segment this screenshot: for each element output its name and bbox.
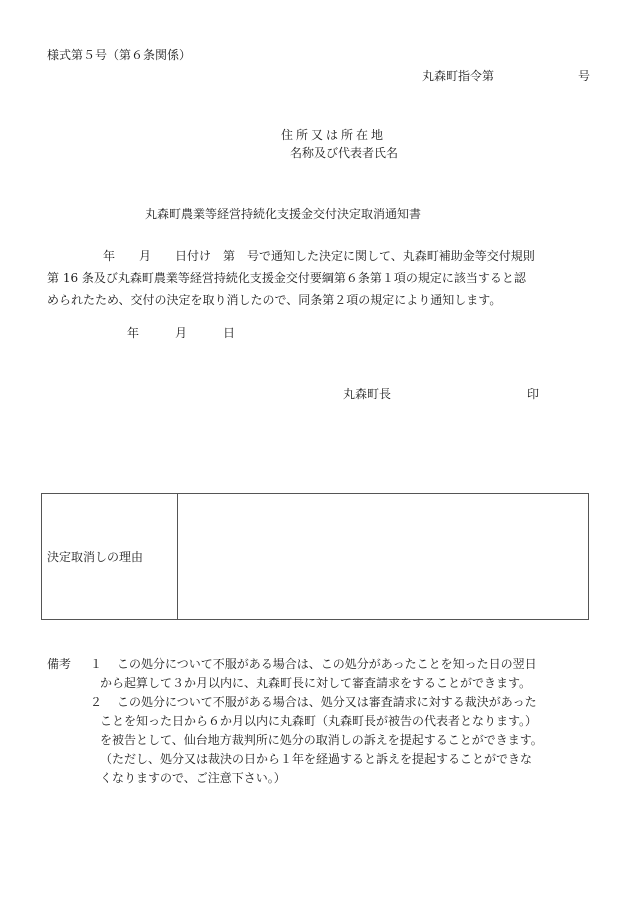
seal-mark: 印 [527,387,540,401]
mayor-title: 丸森町長 [343,387,392,401]
directive-number [422,70,590,82]
note-continuation: ことを知った日から６か月以内に丸森町（丸森町長が被告の代表者となります。） [100,714,538,728]
body-line: 第 16 条及び丸森町農業等経営持続化支援金交付要綱第６条第１項の規定に該当すると認 [47,271,526,285]
notice-body [47,245,587,311]
note-item-2 [90,693,537,712]
date-line: 年 月 日 [127,326,236,340]
form-label: 様式第５号（第６条関係） [47,48,192,62]
document-title: 丸森町農業等経営持続化支援金交付決定取消通知書 [145,207,422,221]
directive-prefix: 丸森町指令第 [422,69,495,83]
note-continuation: を被告として、仙台地方裁判所に処分の取消しの訴えを提起することができます。 [100,733,543,747]
reason-value-cell [178,494,589,620]
reason-table [41,493,589,620]
note-text: この処分について不服がある場合は、処分又は審査請求に対する裁決があった [117,695,537,709]
recipient-address-label: 住所又は所在地 [281,128,387,142]
note-number: １ [90,657,103,671]
note-continuation: （ただし、処分又は裁決の日から１年を経過すると訴えを提起することができな [100,752,533,766]
note-text: この処分について不服がある場合は、この処分があったことを知った日の翌日 [117,657,537,671]
reason-label: 決定取消しの理由 [42,494,178,620]
body-line: められたため、交付の決定を取り消したので、同条第２項の規定により通知します。 [47,293,502,307]
note-number: ２ [90,695,103,709]
note-item-1 [90,655,537,674]
note-continuation: くなりますので、ご注意下さい。） [100,771,286,785]
note-continuation: から起算して３か月以内に、丸森町長に対して審査請求をすることができます。 [100,676,532,690]
notes-heading: 備考 [47,657,72,671]
recipient-name-label: 名称及び代表者氏名 [290,146,399,160]
directive-suffix: 号 [578,69,591,83]
body-line: 年 月 日付け 第 号で通知した決定に関して、丸森町補助金等交付規則 [103,249,535,263]
